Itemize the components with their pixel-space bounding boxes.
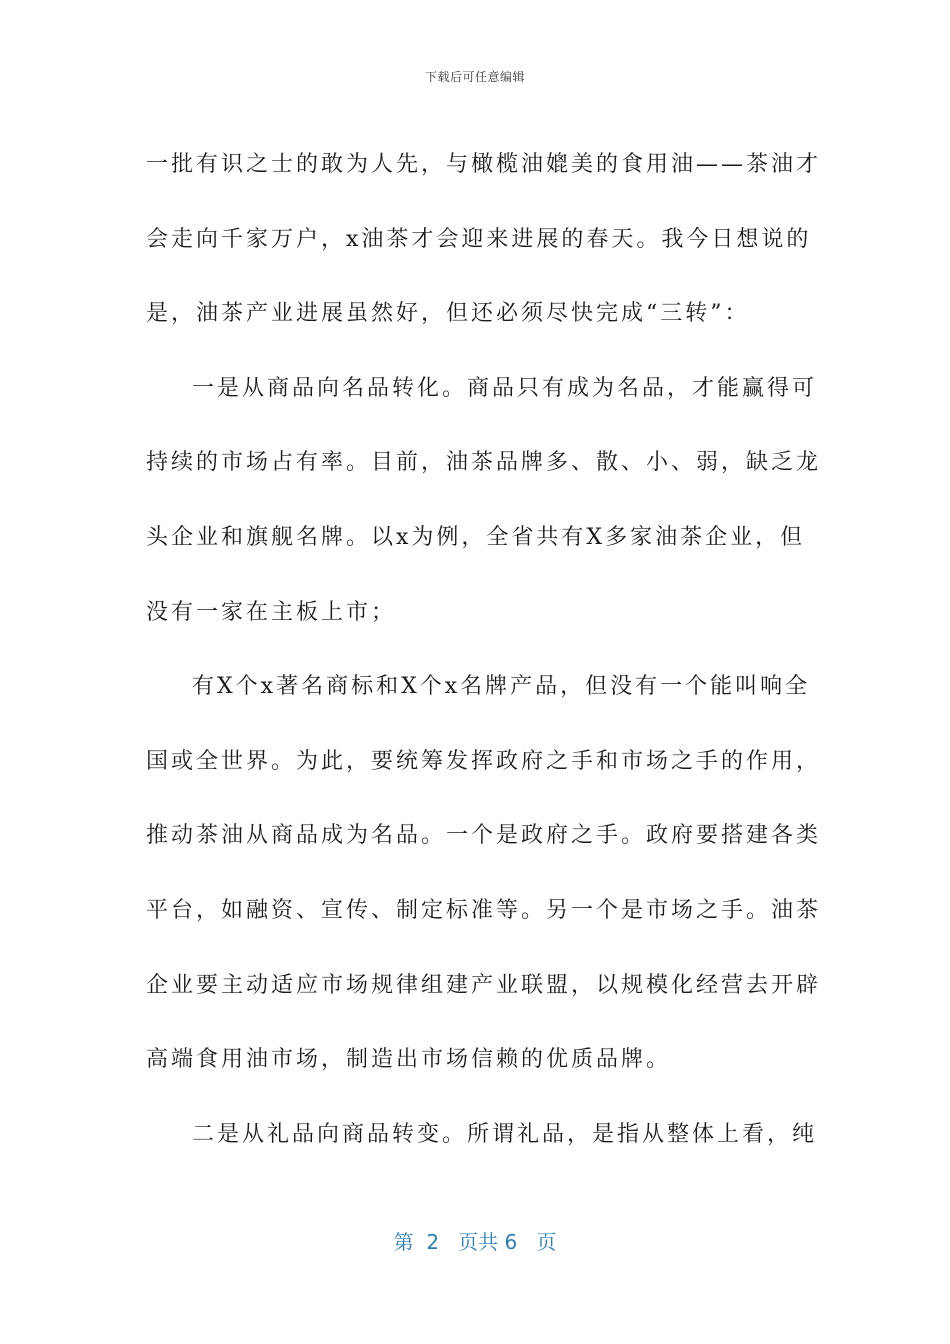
text-line: 是，油茶产业进展虽然好，但还必须尽快完成“三转”：	[146, 301, 750, 327]
text-line: 有X个x著名商标和X个x名牌产品，但没有一个能叫响全	[192, 674, 811, 700]
text-line: 国或全世界。为此，要统筹发挥政府之手和市场之手的作用，	[146, 748, 822, 774]
text-line: 企业要主动适应市场规律组建产业联盟，以规模化经营去开辟	[146, 972, 822, 998]
text-line: 平台，如融资、宣传、制定标准等。另一个是市场之手。油茶	[146, 897, 822, 923]
text-line: 高端食用油市场，制造出市场信赖的优质品牌。	[146, 1047, 672, 1073]
text-line: 头企业和旗舰名牌。以x为例，全省共有X多家油茶企业，但	[146, 524, 806, 550]
text-line: 持续的市场占有率。目前，油茶品牌多、散、小、弱，缺乏龙	[146, 450, 822, 476]
text-line: 一是从商品向名品转化。商品只有成为名品，才能赢得可	[192, 375, 818, 401]
text-line: 一批有识之士的敢为人先，与橄榄油媲美的食用油——茶油才	[146, 152, 822, 177]
body-text	[146, 128, 822, 1172]
page-header: 下载后可任意编辑	[424, 70, 525, 84]
text-line: 会走向千家万户，x油茶才会迎来进展的春天。我今日想说的	[146, 226, 812, 252]
page-number-footer: 第 2 页共 6 页	[393, 1230, 557, 1254]
text-line: 没有一家在主板上市；	[146, 599, 397, 625]
text-line: 推动茶油从商品成为名品。一个是政府之手。政府要搭建各类	[146, 823, 822, 849]
text-line: 二是从礼品向商品转变。所谓礼品，是指从整体上看，纯	[192, 1121, 818, 1147]
